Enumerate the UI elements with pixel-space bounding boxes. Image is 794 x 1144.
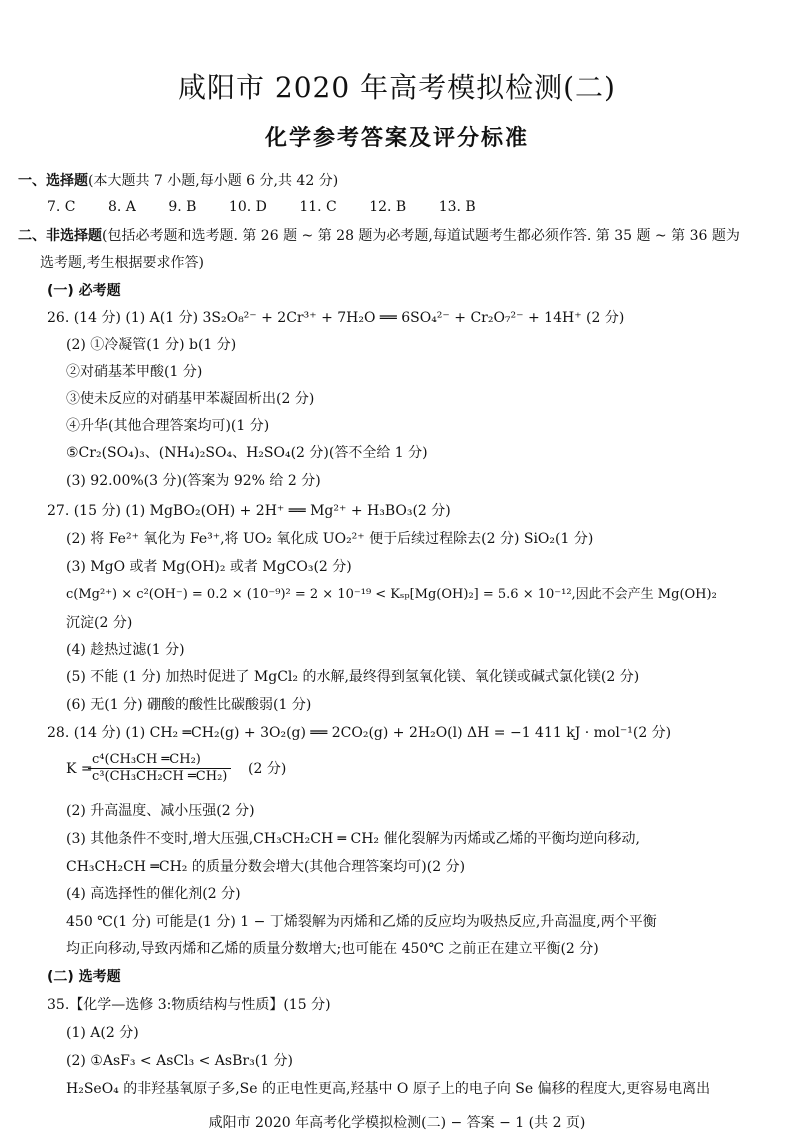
q28-line: 均正向移动,导致丙烯和乙烯的质量分数增大;也可能在 450℃ 之前正在建立平衡(2 分)	[66, 941, 599, 957]
q26-line: 26. (14 分) (1) A(1 分) 3S₂O₈²⁻ + 2Cr³⁺ + 7H₂O ══ 6SO₄²⁻ + Cr₂O₇²⁻ + 14H⁺ (2 分)	[47, 310, 625, 326]
answer-item: 13. B	[438, 199, 476, 215]
q28-line: CH₃CH₂CH ═CH₂ 的质量分数会增大(其他合理答案均可)(2 分)	[66, 859, 466, 875]
equilibrium-constant-fraction	[88, 752, 231, 785]
q27-line: (4) 趁热过滤(1 分)	[66, 642, 185, 658]
q26-line: ④升华(其他合理答案均可)(1 分)	[66, 418, 270, 434]
section2-note-cont: 选考题,考生根据要求作答)	[40, 255, 204, 271]
document-title: 咸阳市 2020 年高考模拟检测(二)	[178, 71, 616, 104]
q26-line: ⑤Cr₂(SO₄)₃、(NH₄)₂SO₄、H₂SO₄(2 分)(答不全给 1 分)	[66, 445, 428, 461]
part-elective-heading: (二) 选考题	[47, 969, 121, 985]
fraction-numerator: c⁴(CH₃CH ═CH₂)	[88, 752, 231, 769]
document-subtitle: 化学参考答案及评分标准	[264, 126, 529, 151]
q28-line: 450 ℃(1 分) 可能是(1 分) 1 − 丁烯裂解为丙烯和乙烯的反应均为吸热反应,升高温度,两个平衡	[66, 914, 657, 930]
answer-item: 10. D	[228, 199, 267, 215]
section1-header	[18, 172, 338, 190]
q27-line: 沉淀(2 分)	[66, 615, 133, 631]
q35-line: (1) A(2 分)	[66, 1025, 139, 1041]
q26-line: ③使未反应的对硝基甲苯凝固析出(2 分)	[66, 391, 315, 407]
q27-line: (2) 将 Fe²⁺ 氧化为 Fe³⁺,将 UO₂ 氧化成 UO₂²⁺ 便于后续过程除去(2 分) SiO₂(1 分)	[66, 531, 594, 547]
answer-item: 8. A	[107, 199, 136, 215]
answer-item: 7. C	[47, 199, 76, 215]
q26-line: (3) 92.00%(3 分)(答案为 92% 给 2 分)	[66, 473, 321, 489]
q27-line: c(Mg²⁺) × c²(OH⁻) = 0.2 × (10⁻⁹)² = 2 × 10⁻¹⁹ < Kₛₚ[Mg(OH)₂] = 5.6 × 10⁻¹²,因此不会产生 Mg(OH)₂	[66, 587, 717, 602]
page-footer: 咸阳市 2020 年高考化学模拟检测(二) − 答案 − 1 (共 2 页)	[208, 1115, 586, 1131]
q27-line: 27. (15 分) (1) MgBO₂(OH) + 2H⁺ ══ Mg²⁺ + H₃BO₃(2 分)	[47, 503, 451, 519]
part-required-heading: (一) 必考题	[47, 283, 121, 299]
q28-k-score: (2 分)	[248, 761, 287, 777]
answer-item: 9. B	[168, 199, 197, 215]
q28-line: (3) 其他条件不变时,增大压强,CH₃CH₂CH ═ CH₂ 催化裂解为丙烯或乙烯的平衡均逆向移动,	[66, 831, 640, 847]
q35-line: (2) ①AsF₃ < AsCl₃ < AsBr₃(1 分)	[66, 1053, 293, 1069]
section2-heading: 二、非选择题	[18, 228, 102, 244]
choice-answers	[47, 199, 504, 215]
q35-line: 35.【化学—选修 3:物质结构与性质】(15 分)	[47, 997, 331, 1013]
section1-heading: 一、选择题	[18, 173, 88, 189]
answer-item: 12. B	[369, 199, 407, 215]
q27-line: (3) MgO 或者 Mg(OH)₂ 或者 MgCO₃(2 分)	[66, 559, 352, 575]
q35-line: H₂SeO₄ 的非羟基氧原子多,Se 的正电性更高,羟基中 O 原子上的电子向 Se 偏移的程度大,更容易电离出	[66, 1081, 711, 1097]
q28-line: 28. (14 分) (1) CH₂ ═CH₂(g) + 3O₂(g) ══ 2CO₂(g) + 2H₂O(l) ΔH = −1 411 kJ · mol⁻¹(2 分)	[47, 725, 672, 741]
fraction-denominator: c³(CH₃CH₂CH ═CH₂)	[92, 769, 228, 784]
q27-line: (6) 无(1 分) 硼酸的酸性比碳酸弱(1 分)	[66, 697, 312, 713]
q28-line: (4) 高选择性的催化剂(2 分)	[66, 886, 241, 902]
section2-header	[18, 227, 740, 245]
answer-item: 11. C	[299, 199, 337, 215]
section1-note: (本大题共 7 小题,每小题 6 分,共 42 分)	[88, 173, 339, 189]
q26-line: ②对硝基苯甲酸(1 分)	[66, 364, 203, 380]
section2-note: (包括必考题和选考题. 第 26 题 ~ 第 28 题为必考题,每道试题考生都必须作答. 第 35 题 ~ 第 36 题为	[102, 228, 740, 244]
q28-line: (2) 升高温度、减小压强(2 分)	[66, 803, 255, 819]
q28-k-label: K =	[66, 761, 93, 777]
q26-line: (2) ①冷凝管(1 分) b(1 分)	[66, 337, 237, 353]
q27-line: (5) 不能 (1 分) 加热时促进了 MgCl₂ 的水解,最终得到氢氧化镁、氧化镁或碱式氯化镁(2 分)	[66, 669, 640, 685]
